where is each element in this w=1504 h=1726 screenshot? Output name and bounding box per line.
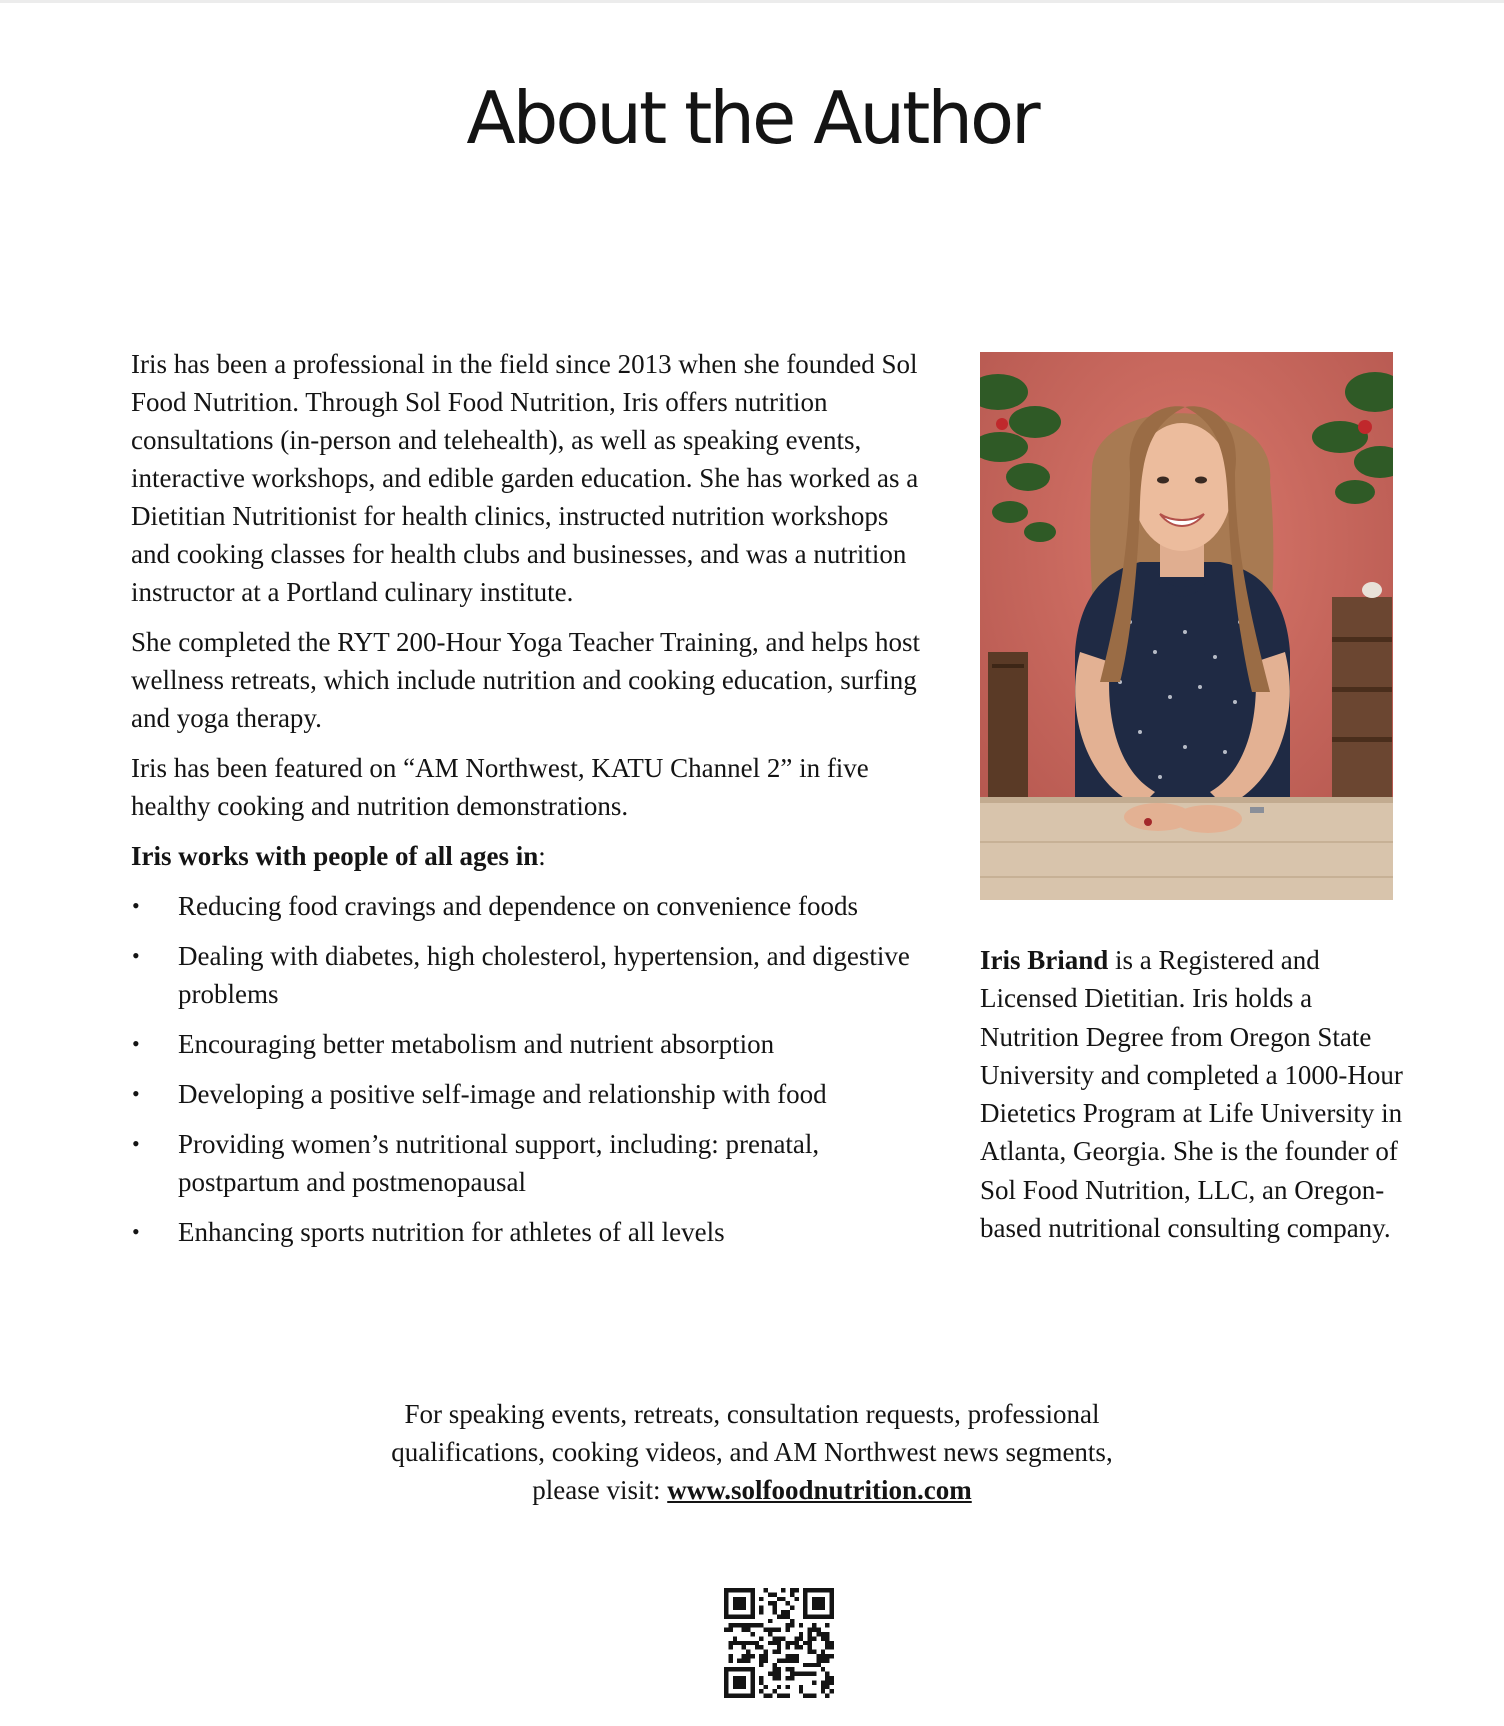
page-title: About the Author [466,76,1038,160]
tv-paragraph: Iris has been featured on “AM Northwest, KATU Channel 2” in five healthy cooking and nutrition demonstrations. [131,753,869,821]
list-item [131,937,931,1013]
author-photo [980,352,1393,900]
bullet-icon: • [132,1219,140,1244]
list-item-text: Providing women’s nutritional support, including: prenatal, postpartum and postmenopausal [178,1129,820,1197]
list-item-text: Reducing food cravings and dependence on convenience foods [178,891,859,921]
qr-code-icon[interactable] [724,1588,834,1698]
contact-prefix: please visit: [532,1475,668,1505]
top-rule [0,0,1504,3]
list-item [131,1125,931,1201]
works-with-heading-text: Iris works with people of all ages in [131,841,539,871]
bullet-icon: • [132,1131,140,1156]
list-item-text: Encouraging better metabolism and nutrient absorption [178,1029,775,1059]
bullet-icon: • [132,1031,140,1056]
bullet-icon: • [132,943,140,968]
author-bio-text: is a Registered and Licensed Dietitian. Iris holds a Nutrition Degree from Oregon State University and completed a 1000-Hour Dietetics Program at Life University in Atlanta, Georgia. She is the founder of Sol Food Nutrition, LLC, an Oregon-based nutritional consulting company. [980,945,1403,1244]
contact-line-1: For speaking events, retreats, consultation requests, professional [404,1399,1100,1429]
main-column [131,345,931,1263]
list-item-text: Developing a positive self-image and relationship with food [178,1079,827,1109]
list-item [131,887,931,925]
bullet-icon: • [132,1081,140,1106]
contact-line-3 [0,1471,1504,1509]
author-name: Iris Briand [980,945,1109,975]
author-bio [980,941,1410,1247]
list-item [131,1075,931,1113]
contact-block [0,1395,1504,1509]
works-with-list [131,887,931,1251]
contact-line-2: qualifications, cooking videos, and AM Northwest news segments, [391,1437,1113,1467]
list-item [131,1213,931,1251]
works-with-heading [131,837,931,875]
list-item-text: Dealing with diabetes, high cholesterol, hypertension, and digestive problems [178,941,910,1009]
yoga-paragraph: She completed the RYT 200-Hour Yoga Teacher Training, and helps host wellness retreats, which include nutrition and cooking education, surfing and yoga therapy. [131,627,921,733]
list-item [131,1025,931,1063]
website-link[interactable]: www.solfoodnutrition.com [667,1475,972,1505]
works-with-colon: : [538,841,546,871]
author-portrait [980,352,1393,900]
list-item-text: Enhancing sports nutrition for athletes of all levels [178,1217,725,1247]
intro-paragraph: Iris has been a professional in the field since 2013 when she founded Sol Food Nutrition. Through Sol Food Nutrition, Iris offers nutrition consultations (in-person and telehealth), as well as speaking events, interactive workshops, and edible garden education. She has worked as a Dietitian Nutritionist for health clinics, instructed nutrition workshops and cooking classes for health clubs and businesses, and was a nutrition instructor at a Portland culinary institute. [131,349,919,607]
bullet-icon: • [132,893,140,918]
